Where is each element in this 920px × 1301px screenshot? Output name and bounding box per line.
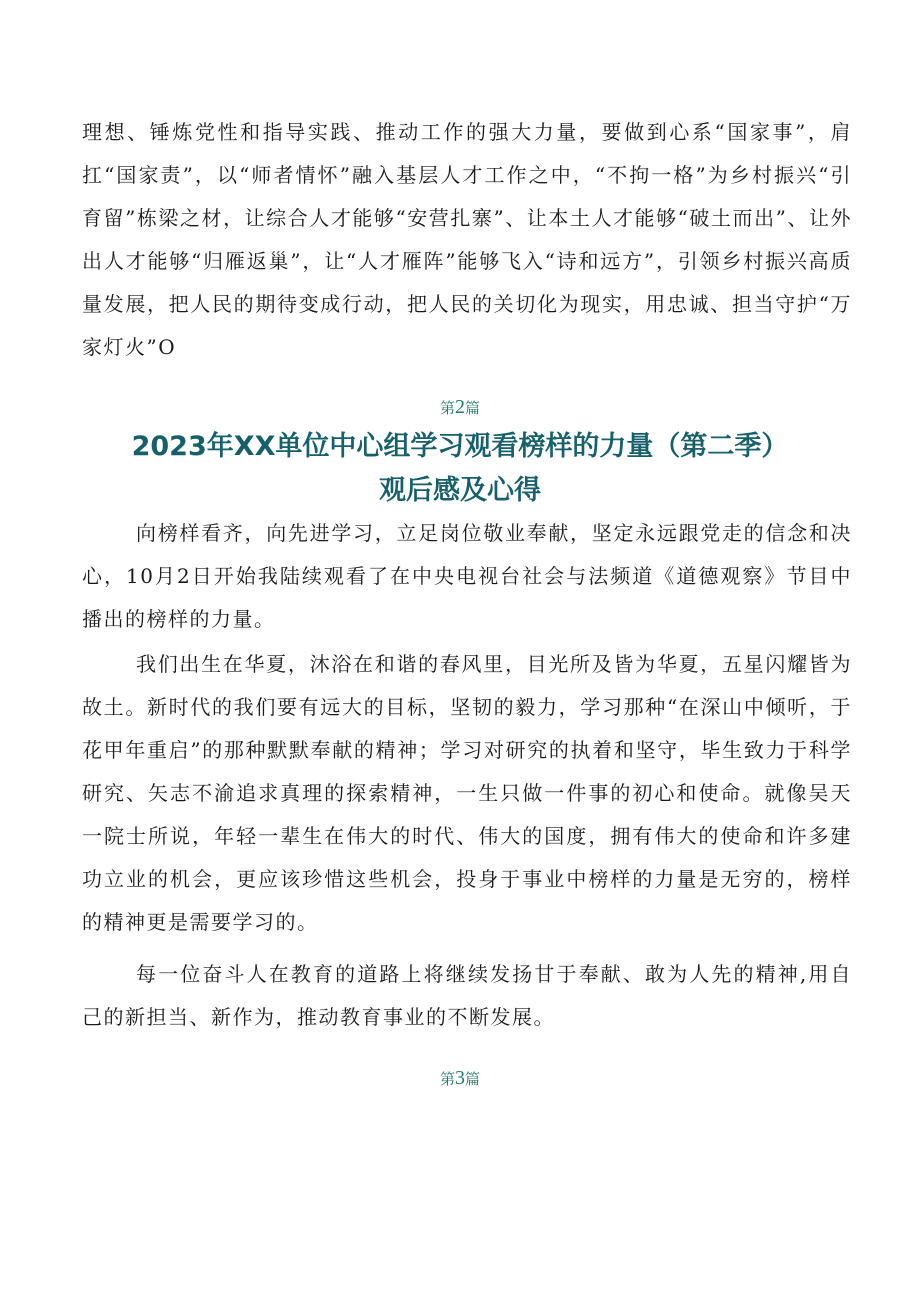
intro-paragraph: 理想、锤炼党性和指导实践、推动工作的强大力量，要做到心系“国家事”，肩扛“国家责”，以“师者情怀”融入基层人才工作之中，“不拘一格”为乡村振兴“引育留”栋梁之材，让综合人才能够“安营扎寨”、让本土人才能够“破土而出”、让外出人才能够“归雁返巢”，让“人才雁阵”能够飞入“诗和远方”，引领乡村振兴高质量发展，把人民的期待变成行动，把人民的关切化为现实，用忠诚、担当守护“万家灯火”O xyxy=(82,120,852,359)
section-3-label-number: 3 xyxy=(455,1067,465,1089)
section-2-paragraph-1: 向榜样看齐，向先进学习，立足岗位敬业奉献，坚定永远跟党走的信念和决心，10月2日开始我陆续观看了在中央电视台社会与法频道《道德观察》节目中播出的榜样的力量。 xyxy=(82,521,852,631)
section-3-label xyxy=(0,1067,920,1090)
section-2-paragraph-3: 每一位奋斗人在教育的道路上将继续发扬甘于奉献、敢为人先的精神,用自己的新担当、新作为，推动教育事业的不断发展。 xyxy=(82,962,852,1029)
section-2-label-number: 2 xyxy=(455,396,465,418)
section-2-label xyxy=(0,396,920,419)
section-3-label-suffix: 篇 xyxy=(465,1070,481,1088)
section-2-title-line1: 2023年XX单位中心组学习观看榜样的力量（第二季） xyxy=(131,431,789,462)
section-3-label-prefix: 第 xyxy=(439,1070,455,1088)
section-2-paragraph-2: 我们出生在华夏，沐浴在和谐的春风里，目光所及皆为华夏，五星闪耀皆为故土。新时代的我们要有远大的目标，坚韧的毅力，学习那种“在深山中倾听，于花甲年重启”的那种默默奉献的精神；学习对研究的执着和坚守，毕生致力于科学研究、矢志不渝追求真理的探索精神，一生只做一件事的初心和使命。就像吴天一院士所说，年轻一辈生在伟大的时代、伟大的国度，拥有伟大的使命和许多建功立业的机会，更应该珍惜这些机会，投身于事业中榜样的力量是无穷的，榜样的精神更是需要学习的。 xyxy=(82,652,852,934)
section-2-label-suffix: 篇 xyxy=(465,399,481,417)
section-2-title-line2: 观后感及心得 xyxy=(379,475,541,506)
section-2-label-prefix: 第 xyxy=(439,399,455,417)
